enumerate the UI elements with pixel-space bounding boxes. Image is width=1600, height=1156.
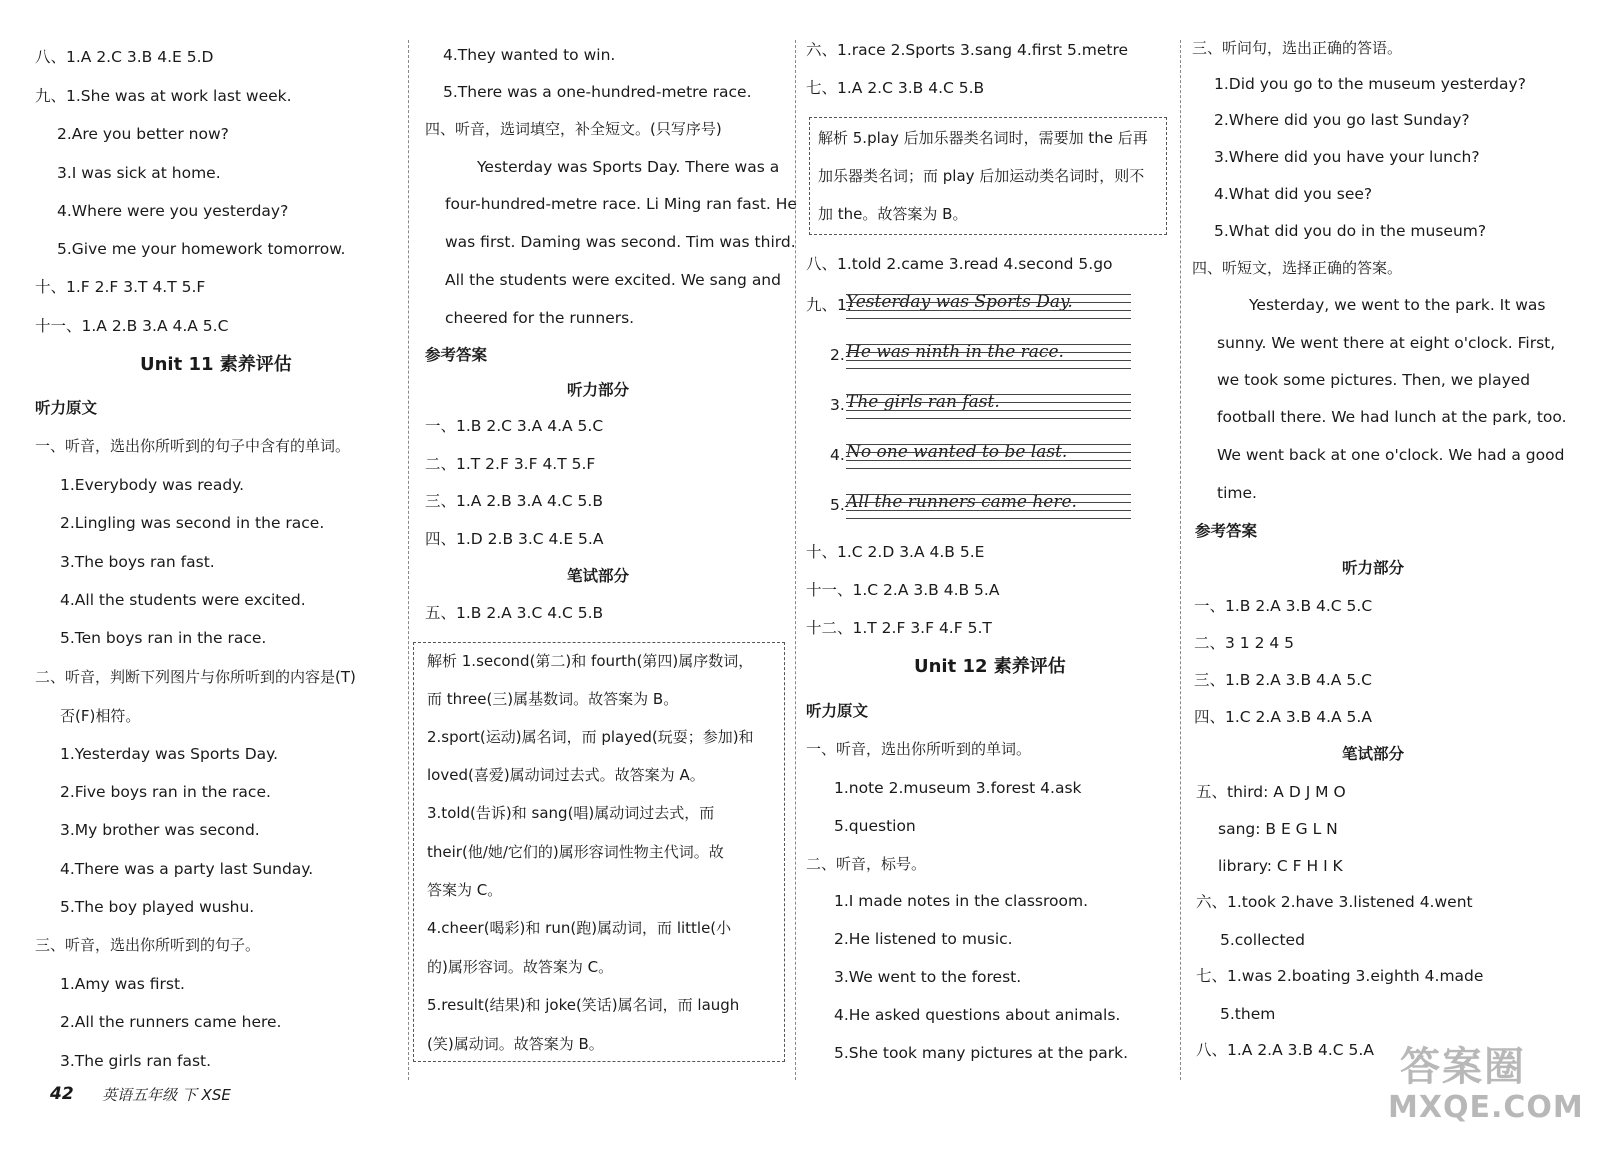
transcript-line: 2.He listened to music. (834, 930, 1013, 948)
explanation-line: 解析 5.play 后加乐器类名词时，需要加 the 后再 (818, 129, 1148, 147)
explanation-line: their(他/她/它们的)属形容词性物主代词。故 (427, 843, 724, 861)
transcript-line: 2.Where did you go last Sunday? (1214, 111, 1470, 129)
answer-line: 四、1.D 2.B 3.C 4.E 5.A (425, 530, 604, 548)
passage-line: Yesterday, we went to the park. It was (1249, 296, 1546, 314)
answer-line: 1.note 2.museum 3.forest 4.ask (834, 779, 1082, 797)
answer-line: 十、1.C 2.D 3.A 4.B 5.E (806, 543, 985, 561)
transcript-line: 5.Ten boys ran in the race. (60, 629, 267, 647)
explanation-line: 答案为 C。 (427, 881, 503, 899)
transcript-line: 1.Yesterday was Sports Day. (60, 745, 279, 763)
question-heading: 三、听问句，选出正确的答语。 (1192, 39, 1403, 57)
answer-line: 十一、1.C 2.A 3.B 4.B 5.A (806, 581, 1000, 599)
answer-line: 二、3 1 2 4 5 (1194, 634, 1295, 652)
passage-line: four-hundred-metre race. Li Ming ran fast. He (445, 195, 797, 213)
question-heading: 四、听音，选词填空，补全短文。(只写序号) (425, 120, 722, 138)
footer-text: 英语五年级 下 XSE (102, 1086, 231, 1104)
transcript-line: 1.Everybody was ready. (60, 476, 245, 494)
answer-line: 八、1.A 2.A 3.B 4.C 5.A (1196, 1041, 1374, 1059)
explanation-line: 的)属形容词。故答案为 C。 (427, 958, 614, 976)
handwriting-number: 九、1. (806, 296, 852, 314)
transcript-line: 5.What did you do in the museum? (1214, 222, 1487, 240)
passage-line: was first. Daming was second. Tim was third. (445, 233, 796, 251)
transcript-line: 3.Where did you have your lunch? (1214, 148, 1480, 166)
answer-line: 六、1.race 2.Sports 3.sang 4.first 5.metre (806, 41, 1129, 59)
handwriting-answer: He was ninth in the race. (846, 342, 1064, 362)
passage-line: We went back at one o'clock. We had a good (1217, 446, 1565, 464)
transcript-line: 4.All the students were excited. (60, 591, 306, 609)
question-heading: 一、听音，选出你所听到的句子中含有的单词。 (35, 437, 351, 455)
watermark-bottom: MXQE.COM (1388, 1090, 1584, 1125)
section-heading: 听力原文 (35, 399, 98, 417)
section-heading: 听力部分 (567, 381, 630, 399)
handwriting-answer: All the runners came here. (846, 492, 1077, 512)
transcript-line: 5.There was a one-hundred-metre race. (443, 83, 752, 101)
question-heading: 二、听音，标号。 (806, 855, 927, 873)
answer-line: sang: B E G L N (1218, 820, 1338, 838)
passage-line: All the students were excited. We sang and (445, 271, 781, 289)
explanation-line: (笑)属动词。故答案为 B。 (427, 1035, 604, 1053)
column-divider (1180, 40, 1181, 1080)
transcript-line: 3.The girls ran fast. (60, 1052, 212, 1070)
explanation-line: 加 the。故答案为 B。 (818, 205, 968, 223)
transcript-line: 4.They wanted to win. (443, 46, 616, 64)
answer-line: 2.Are you better now? (57, 125, 229, 143)
section-heading: 听力部分 (1342, 559, 1405, 577)
answer-line: 八、1.A 2.C 3.B 4.E 5.D (35, 48, 214, 66)
question-heading: 二、听音，判断下列图片与你所听到的内容是(T) (35, 668, 356, 686)
answer-line: 五、third: A D J M O (1196, 783, 1346, 801)
answer-line: 4.Where were you yesterday? (57, 202, 289, 220)
question-heading: 三、听音，选出你所听到的句子。 (35, 936, 261, 954)
answer-line: 五、1.B 2.A 3.C 4.C 5.B (425, 604, 604, 622)
answer-line: 十、1.F 2.F 3.T 4.T 5.F (35, 278, 206, 296)
transcript-line: 3.We went to the forest. (834, 968, 1022, 986)
section-heading: 听力原文 (806, 702, 869, 720)
passage-line: cheered for the runners. (445, 309, 635, 327)
section-heading: 参考答案 (1195, 522, 1258, 540)
handwriting-number: 4. (830, 446, 845, 464)
watermark-top: 答案圈 (1400, 1044, 1526, 1090)
answer-line: 三、1.B 2.A 3.B 4.A 5.C (1194, 671, 1372, 689)
handwriting-answer: The girls ran fast. (846, 392, 1000, 412)
transcript-line: 1.I made notes in the classroom. (834, 892, 1089, 910)
explanation-line: 4.cheer(喝彩)和 run(跑)属动词，而 little(小 (427, 919, 732, 937)
answer-line: 3.I was sick at home. (57, 164, 221, 182)
answer-line: 5.collected (1220, 931, 1305, 949)
transcript-line: 3.The boys ran fast. (60, 553, 215, 571)
transcript-line: 2.Five boys ran in the race. (60, 783, 271, 801)
column-divider (408, 40, 409, 1080)
answer-line: 5.Give me your homework tomorrow. (57, 240, 346, 258)
handwriting-number: 3. (830, 396, 845, 414)
passage-line: time. (1217, 484, 1257, 502)
transcript-line: 3.My brother was second. (60, 821, 260, 839)
transcript-line: 4.He asked questions about animals. (834, 1006, 1121, 1024)
handwriting-number: 2. (830, 346, 845, 364)
section-heading: 笔试部分 (1342, 745, 1405, 763)
unit-12-title: Unit 12 素养评估 (914, 656, 1066, 677)
page-number: 42 (50, 1084, 74, 1104)
transcript-line: 1.Did you go to the museum yesterday? (1214, 75, 1526, 93)
transcript-line: 5.She took many pictures at the park. (834, 1044, 1129, 1062)
handwriting-answer: No one wanted to be last. (846, 442, 1068, 462)
explanation-line: 5.result(结果)和 joke(笑话)属名词，而 laugh (427, 996, 740, 1014)
section-heading: 笔试部分 (567, 567, 630, 585)
explanation-line: 而 three(三)属基数词。故答案为 B。 (427, 690, 679, 708)
column-divider (795, 40, 796, 1080)
explanation-line: 加乐器类名词；而 play 后加运动类名词时，则不 (818, 167, 1145, 185)
explanation-line: loved(喜爱)属动词过去式。故答案为 A。 (427, 766, 705, 784)
question-heading: 一、听音，选出你所听到的单词。 (806, 740, 1032, 758)
answer-line: 一、1.B 2.A 3.B 4.C 5.C (1194, 597, 1373, 615)
transcript-line: 2.All the runners came here. (60, 1013, 282, 1031)
answer-line: 四、1.C 2.A 3.B 4.A 5.A (1194, 708, 1372, 726)
answer-line: 六、1.took 2.have 3.listened 4.went (1196, 893, 1473, 911)
passage-line: sunny. We went there at eight o'clock. First, (1217, 334, 1556, 352)
answer-line: 三、1.A 2.B 3.A 4.C 5.B (425, 492, 603, 510)
question-heading: 否(F)相符。 (60, 707, 141, 725)
answer-line: 七、1.was 2.boating 3.eighth 4.made (1196, 967, 1484, 985)
answer-line: 九、1.She was at work last week. (35, 87, 292, 105)
handwriting-number: 5. (830, 496, 845, 514)
unit-11-title: Unit 11 素养评估 (140, 354, 292, 375)
transcript-line: 5.The boy played wushu. (60, 898, 255, 916)
transcript-line: 2.Lingling was second in the race. (60, 514, 325, 532)
question-heading: 四、听短文，选择正确的答案。 (1192, 259, 1403, 277)
answer-line: 十二、1.T 2.F 3.F 4.F 5.T (806, 619, 992, 637)
answer-line: library: C F H I K (1218, 857, 1343, 875)
transcript-line: 4.There was a party last Sunday. (60, 860, 314, 878)
explanation-line: 2.sport(运动)属名词，而 played(玩耍；参加)和 (427, 728, 754, 746)
answer-line: 5.them (1220, 1005, 1276, 1023)
answer-line: 5.question (834, 817, 916, 835)
passage-line: Yesterday was Sports Day. There was a (477, 158, 780, 176)
transcript-line: 1.Amy was first. (60, 975, 185, 993)
passage-line: football there. We had lunch at the park, too. (1217, 408, 1567, 426)
passage-line: we took some pictures. Then, we played (1217, 371, 1531, 389)
answer-line: 十一、1.A 2.B 3.A 4.A 5.C (35, 317, 229, 335)
answer-line: 八、1.told 2.came 3.read 4.second 5.go (806, 255, 1113, 273)
answer-line: 七、1.A 2.C 3.B 4.C 5.B (806, 79, 985, 97)
answer-line: 二、1.T 2.F 3.F 4.T 5.F (425, 455, 596, 473)
section-heading: 参考答案 (425, 346, 488, 364)
answer-line: 一、1.B 2.C 3.A 4.A 5.C (425, 417, 604, 435)
handwriting-answer: Yesterday was Sports Day. (846, 292, 1073, 312)
transcript-line: 4.What did you see? (1214, 185, 1373, 203)
explanation-line: 解析 1.second(第二)和 fourth(第四)属序数词， (427, 652, 754, 670)
explanation-line: 3.told(告诉)和 sang(唱)属动词过去式，而 (427, 804, 715, 822)
